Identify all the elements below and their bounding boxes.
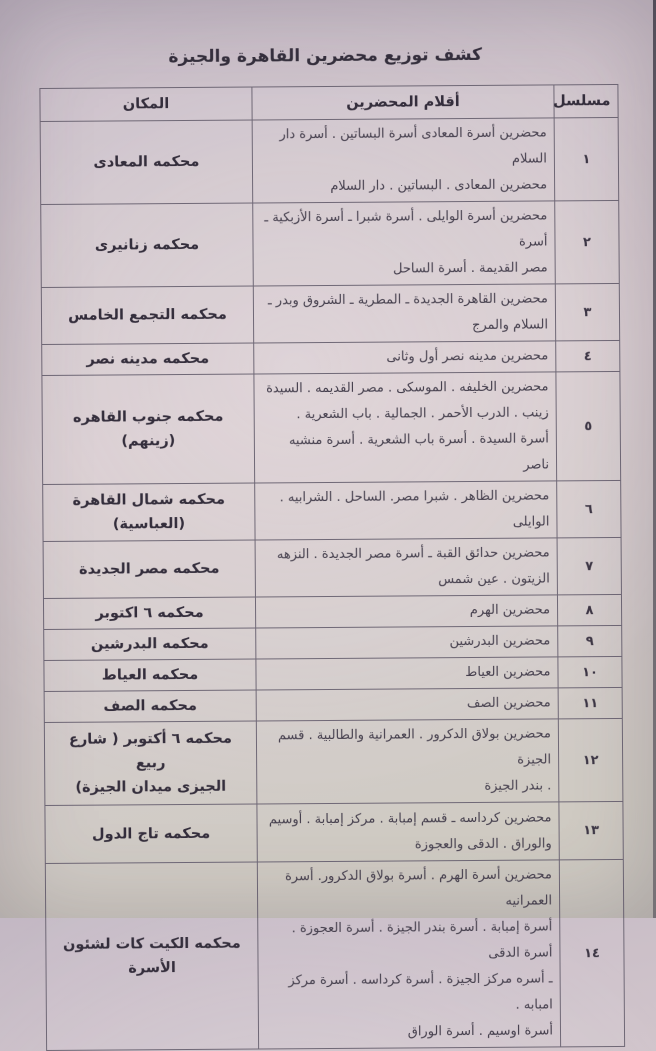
table-row <box>43 594 621 629</box>
cell-place: محكمه الكيت كات لشئون الأسرة <box>45 862 258 1050</box>
cell-offices: محضرين حدائق القبة ـ أسرة مصر الجديدة . النزهه الزيتون . عين شمس <box>255 538 557 597</box>
cell-serial: ٢ <box>555 200 620 283</box>
cell-offices: محضرين كرداسه ـ قسم إمبابة . مركز إمبابة . أوسيم والوراق . الدقى والعجوزة <box>257 802 559 862</box>
cell-offices: محضرين الظاهر . شبرا مصر. الساحل . الشرابيه . الوايلى <box>255 481 557 540</box>
col-header-place: المكان <box>40 87 252 121</box>
table-body <box>40 117 624 1050</box>
table-row <box>42 340 620 375</box>
cell-serial: ١٤ <box>559 859 624 1046</box>
cell-offices: محضرين الصف <box>256 688 558 721</box>
cell-serial: ٧ <box>557 537 621 594</box>
cell-offices: محضرين أسرة الهرم . أسرة بولاق الدكرور. أسرة العمرانيه أسرة إمبابة . أسرة بندر الجيزة . أسرة العجوزة . أسرة الدقى ـ أسره مركز الجيزة . أسرة كرداسه . أسرة مركز امبابه . أسرة اوسيم . أسرة الوراق <box>257 860 560 1049</box>
cell-serial: ١٢ <box>558 718 623 801</box>
cell-offices: محضرين القاهرة الجديدة ـ المطرية ـ الشروق وبدر ـ السلام والمرج <box>253 284 555 343</box>
table-header <box>40 84 618 121</box>
cell-offices: محضرين البدرشين <box>256 626 558 659</box>
table-row <box>44 625 622 660</box>
cell-place: محكمه المعادى <box>40 120 253 204</box>
cell-serial: ٤ <box>556 340 620 371</box>
cell-serial: ٦ <box>557 480 621 537</box>
table-row <box>41 283 619 344</box>
table-row <box>44 656 622 691</box>
cell-serial: ٨ <box>557 594 621 625</box>
cell-place: محكمه العياط <box>44 659 256 691</box>
cell-place: محكمه جنوب القاهره (زينهم) <box>42 374 255 484</box>
col-header-serial: مسلسل <box>554 84 618 117</box>
cell-serial: ٣ <box>555 283 619 340</box>
cell-serial: ٩ <box>558 625 622 656</box>
cell-offices: محضرين أسرة المعادى أسرة البساتين . أسرة دار السلام محضرين المعادى . البساتين . دار السلام <box>252 118 555 203</box>
cell-serial: ١٣ <box>559 801 623 859</box>
col-header-offices: أقلام المحضرين <box>252 85 554 120</box>
cell-place: محكمه زنانيرى <box>41 203 254 287</box>
cell-offices: محضرين مدينه نصر أول وثانى <box>254 341 556 374</box>
table-row <box>44 718 623 805</box>
cell-offices: محضرين أسرة الوايلى . أسرة شبرا ـ أسرة الأزبكية ـ أسرة مصر القديمة . أسرة الساحل <box>253 201 556 286</box>
cell-offices: محضرين العياط <box>256 657 558 690</box>
cell-serial: ٥ <box>556 371 621 480</box>
cell-place: محكمه الصف <box>44 690 256 722</box>
cell-serial: ١٠ <box>558 656 622 687</box>
table-row <box>43 480 621 541</box>
page-title: كشف توزيع محضرين القاهرة والجيزة <box>168 44 483 68</box>
table-row <box>45 859 624 1050</box>
cell-place: محكمه مدينه نصر <box>42 343 254 375</box>
cell-place: محكمه التجمع الخامس <box>41 286 253 344</box>
cell-offices: محضرين الخليفه . الموسكى . مصر القديمه . السيدة زينب . الدرب الأحمر . الجمالية . باب الشعرية . أسرة السيدة . أسرة باب الشعرية . أسرة منشيه ناصر <box>254 372 557 483</box>
cell-offices: محضرين بولاق الدكرور . العمرانية والطالبية . قسم الجيزة . بندر الجيزة <box>256 719 559 804</box>
table-row <box>42 371 621 484</box>
table-row <box>44 687 622 722</box>
cell-place: محكمه البدرشين <box>44 628 256 660</box>
distribution-table <box>39 84 625 1051</box>
cell-place: محكمه ٦ اكتوبر <box>43 597 255 629</box>
cell-place: محكمه تاج الدول <box>45 804 257 863</box>
header-row <box>40 84 618 121</box>
table-row <box>41 200 620 287</box>
cell-place: محكمه مصر الجديدة <box>43 540 255 598</box>
cell-place: محكمه ٦ أكتوبر ( شارع ربيع الجيزى ميدان الجيزة) <box>44 721 257 805</box>
cell-serial: ١ <box>554 117 619 200</box>
table-row <box>40 117 619 204</box>
cell-offices: محضرين الهرم <box>255 595 557 628</box>
table-row <box>45 801 623 863</box>
cell-serial: ١١ <box>558 687 622 718</box>
table-row <box>43 537 621 598</box>
cell-place: محكمه شمال القاهرة (العباسية) <box>43 483 255 541</box>
